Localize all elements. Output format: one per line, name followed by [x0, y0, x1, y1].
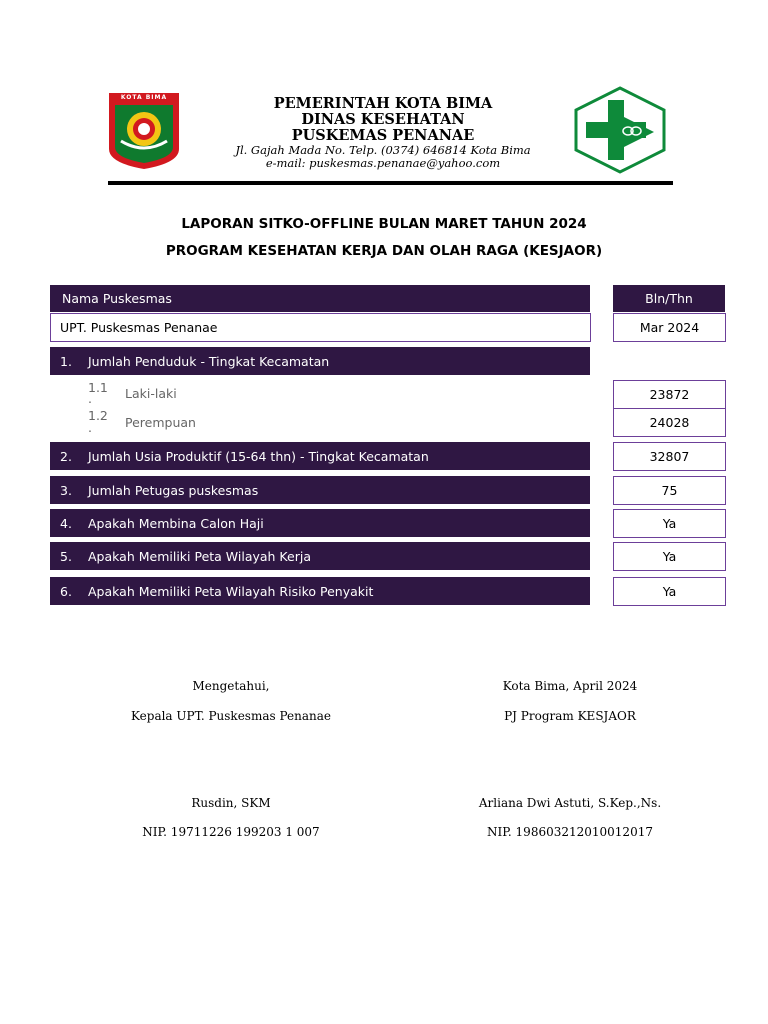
header-name: Nama Puskesmas	[62, 291, 172, 306]
letterhead-divider	[108, 181, 673, 185]
item-6-label: Apakah Memiliki Peta Wilayah Risiko Penyakit	[88, 583, 374, 599]
puskesmas-logo	[572, 86, 668, 174]
letterhead-email: e-mail: puskesmas.penanae@yahoo.com	[265, 156, 501, 170]
sub-1-2-value: 24028	[649, 415, 690, 430]
item-6-number: 6.	[60, 583, 72, 599]
item-1-label: Jumlah Penduduk - Tingkat Kecamatan	[88, 353, 330, 369]
sub-1-2-label: Perempuan	[125, 415, 196, 430]
sub-1-1-value: 23872	[649, 387, 690, 402]
sig-right-name: Arliana Dwi Astuti, S.Kep.,Ns.	[478, 796, 662, 810]
item-2-label: Jumlah Usia Produktif (15-64 thn) - Tingkat Kecamatan	[88, 448, 429, 464]
item-4-label: Apakah Membina Calon Haji	[88, 515, 264, 531]
header-period: Bln/Thn	[645, 291, 693, 306]
puskesmas-name: UPT. Puskesmas Penanae	[60, 320, 218, 335]
item-4-bar	[50, 509, 590, 537]
report-subtitle: PROGRAM KESEHATAN KERJA DAN OLAH RAGA (KESJAOR)	[165, 243, 603, 259]
sig-right-intro: Kota Bima, April 2024	[502, 679, 638, 693]
item-3-bar	[50, 476, 590, 504]
item-5-value-field	[613, 542, 726, 571]
sub-1-1-value-field	[613, 380, 726, 409]
letterhead-line3: PUSKEMAS PENANAE	[291, 127, 475, 144]
letterhead-address: Jl. Gajah Mada No. Telp. (0374) 646814 Kota Bima	[235, 143, 531, 157]
header-period-bar	[613, 285, 725, 312]
item-2-value-field	[613, 442, 726, 471]
sig-right-role: PJ Program KESJAOR	[504, 709, 636, 723]
item-6-bar	[50, 577, 590, 605]
letterhead-line2: DINAS KESEHATAN	[301, 111, 465, 128]
sub-1-1-dot: .	[88, 391, 92, 406]
item-4-value-field	[613, 509, 726, 538]
logo-text: KOTA BIMA	[120, 94, 168, 101]
header-name-bar	[50, 285, 590, 312]
item-4-number: 4.	[60, 515, 72, 531]
sig-left-nip: NIP. 19711226 199203 1 007	[142, 825, 320, 839]
item-2-bar	[50, 442, 590, 470]
sig-left-name: Rusdin, SKM	[191, 796, 271, 810]
period-field	[613, 313, 726, 342]
item-4-value: Ya	[662, 516, 677, 531]
item-5-number: 5.	[60, 548, 72, 564]
item-5-bar	[50, 542, 590, 570]
sub-1-1-label: Laki-laki	[125, 386, 177, 401]
sub-1-1-number: 1.1	[88, 380, 108, 395]
item-3-value-field	[613, 476, 726, 505]
item-1-bar	[50, 347, 590, 375]
item-2-value: 32807	[649, 449, 690, 464]
item-6-value: Ya	[662, 584, 677, 599]
item-3-value: 75	[661, 483, 678, 498]
report-title: LAPORAN SITKO-OFFLINE BULAN MARET TAHUN 2024	[181, 216, 587, 232]
item-2-number: 2.	[60, 448, 72, 464]
sub-1-2-dot: .	[88, 420, 92, 435]
sig-left-intro: Mengetahui,	[192, 679, 270, 693]
item-3-number: 3.	[60, 482, 72, 498]
item-1-number: 1.	[60, 353, 72, 369]
puskesmas-name-field	[50, 313, 591, 342]
letterhead-line1: PEMERINTAH KOTA BIMA	[273, 95, 493, 112]
sig-left-role: Kepala UPT. Puskesmas Penanae	[131, 709, 331, 723]
sig-right-nip: NIP. 198603212010012017	[487, 825, 653, 839]
period-value: Mar 2024	[639, 320, 700, 335]
item-3-label: Jumlah Petugas puskesmas	[88, 482, 259, 498]
item-6-value-field	[613, 577, 726, 606]
sub-1-2-number: 1.2	[88, 408, 108, 423]
sub-1-2-value-field	[613, 408, 726, 437]
item-5-value: Ya	[662, 549, 677, 564]
item-5-label: Apakah Memiliki Peta Wilayah Kerja	[88, 548, 311, 564]
kota-bima-logo	[107, 91, 181, 171]
